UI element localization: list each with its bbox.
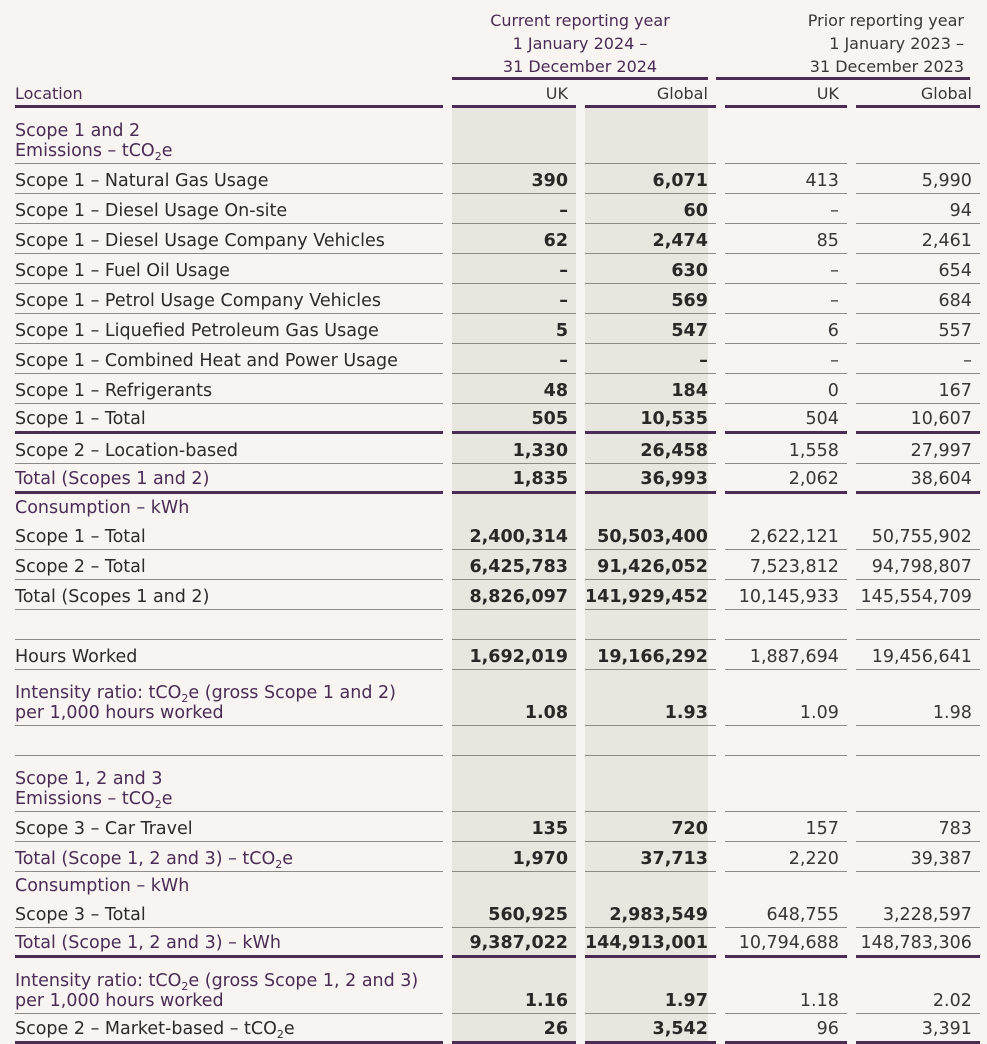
prior-global-value <box>856 872 980 898</box>
table-row <box>15 434 980 464</box>
prior-uk-value: – <box>725 284 847 314</box>
current-uk-value: 62 <box>452 224 576 254</box>
prior-year-end: 31 December 2023 <box>809 57 964 76</box>
current-year-end: 31 December 2024 <box>502 57 658 76</box>
row-label <box>15 670 443 726</box>
table-row <box>15 898 980 928</box>
row-label <box>15 284 443 314</box>
row-label-suffix: e (gross Scope 1 and 2) <box>188 683 397 703</box>
prior-uk-value: 1,887,694 <box>725 640 847 670</box>
prior-global-value: 2.02 <box>856 958 980 1014</box>
prior-year-title: Prior reporting year <box>807 11 964 30</box>
spacer-cell <box>585 726 716 756</box>
spacer-cell <box>585 610 716 640</box>
table-row <box>15 812 980 842</box>
prior-uk-value <box>725 756 847 812</box>
row-label-text: Intensity ratio: tCO <box>15 971 182 991</box>
spacer-cell <box>15 726 443 756</box>
current-uk-value <box>452 756 576 812</box>
row-label-line1: Scope 1, 2 and 3 <box>15 769 163 789</box>
current-global-value: 3,542 <box>585 1014 716 1044</box>
current-year-start: 1 January 2024 – <box>512 34 648 53</box>
current-global-value: 36,993 <box>585 464 716 494</box>
current-uk-value: 505 <box>452 404 576 434</box>
prior-global-value: 38,604 <box>856 464 980 494</box>
prior-global-value: 50,755,902 <box>856 520 980 550</box>
current-uk-value: – <box>452 254 576 284</box>
prior-uk-value: 2,220 <box>725 842 847 872</box>
current-global-value <box>585 872 716 898</box>
current-global-value: 547 <box>585 314 716 344</box>
row-label-text: Scope 3 – Car Travel <box>15 819 193 839</box>
row-label-suffix: e <box>283 1019 295 1039</box>
table-row <box>15 756 980 812</box>
row-label <box>15 550 443 580</box>
row-label-text: Scope 2 – Location-based <box>15 441 239 461</box>
prior-global-value: 3,228,597 <box>856 898 980 928</box>
current-uk-value: 26 <box>452 1014 576 1044</box>
row-label-line2: per 1,000 hours worked <box>15 703 224 723</box>
table-row <box>15 494 980 520</box>
prior-uk-value: 7,523,812 <box>725 550 847 580</box>
row-label-line1: Scope 1 and 2 <box>15 121 141 141</box>
row-label-text: Scope 2 – Market-based – tCO <box>15 1019 277 1039</box>
prior-global-value: 783 <box>856 812 980 842</box>
row-label-text: Scope 1 – Natural Gas Usage <box>15 171 269 191</box>
prior-year-rule <box>716 77 970 80</box>
current-uk-value: 1.16 <box>452 958 576 1014</box>
row-label-text: Scope 1 – Petrol Usage Company Vehicles <box>15 291 381 311</box>
row-label-suffix: e <box>161 789 173 809</box>
current-uk-value: 560,925 <box>452 898 576 928</box>
prior-global-value: 5,990 <box>856 164 980 194</box>
prior-uk-value: 2,062 <box>725 464 847 494</box>
row-label-text: Scope 1 – Diesel Usage Company Vehicles <box>15 231 385 251</box>
row-label-suffix: e <box>282 849 294 869</box>
current-uk-value: 135 <box>452 812 576 842</box>
current-uk-value: 1,330 <box>452 434 576 464</box>
row-label-text: Total (Scopes 1 and 2) <box>15 587 210 607</box>
location-header: Location <box>15 82 443 108</box>
prior-uk-value <box>725 494 847 520</box>
prior-global-value: 1.98 <box>856 670 980 726</box>
row-label-text: Scope 1 – Diesel Usage On-site <box>15 201 288 221</box>
row-label <box>15 404 443 434</box>
row-label <box>15 640 443 670</box>
row-label-line2: per 1,000 hours worked <box>15 991 224 1011</box>
prior-uk-value: 2,622,121 <box>725 520 847 550</box>
row-label <box>15 494 443 520</box>
row-label <box>15 254 443 284</box>
row-label-text: Total (Scope 1, 2 and 3) – kWh <box>15 933 281 953</box>
current-global-value <box>585 494 716 520</box>
table-row <box>15 928 980 958</box>
row-label-line2: Emissions – tCO <box>15 141 155 161</box>
prior-global-value: 684 <box>856 284 980 314</box>
prior-global-value: 167 <box>856 374 980 404</box>
current-uk-value: 1.08 <box>452 670 576 726</box>
prior-global-header: Global <box>856 82 980 108</box>
table-row <box>15 254 980 284</box>
current-global-value: 37,713 <box>585 842 716 872</box>
row-label-text: Intensity ratio: tCO <box>15 683 182 703</box>
table-row <box>15 374 980 404</box>
prior-global-value: 39,387 <box>856 842 980 872</box>
emissions-table <box>15 82 980 1044</box>
spacer-cell <box>856 610 980 640</box>
prior-uk-value: 96 <box>725 1014 847 1044</box>
prior-uk-value: 157 <box>725 812 847 842</box>
row-label-text: Scope 1 – Refrigerants <box>15 381 213 401</box>
current-global-value: 630 <box>585 254 716 284</box>
prior-uk-value: 504 <box>725 404 847 434</box>
current-uk-value: 5 <box>452 314 576 344</box>
row-label <box>15 756 443 812</box>
table-row <box>15 550 980 580</box>
subscript: 2 <box>276 1028 284 1041</box>
subscript: 2 <box>275 858 283 871</box>
current-uk-value: – <box>452 194 576 224</box>
row-label <box>15 108 443 164</box>
current-year-header <box>452 9 708 78</box>
current-global-value <box>585 756 716 812</box>
prior-global-value: 2,461 <box>856 224 980 254</box>
row-label <box>15 928 443 958</box>
prior-global-value <box>856 756 980 812</box>
row-label-text: Scope 1 – Combined Heat and Power Usage <box>15 351 398 371</box>
prior-uk-value: – <box>725 254 847 284</box>
prior-uk-value: – <box>725 194 847 224</box>
current-global-value: 50,503,400 <box>585 520 716 550</box>
table-row <box>15 314 980 344</box>
table-row <box>15 580 980 610</box>
row-label-text: Scope 3 – Total <box>15 905 146 925</box>
current-global-value: 60 <box>585 194 716 224</box>
prior-uk-value: 1.09 <box>725 670 847 726</box>
row-label-suffix: e (gross Scope 1, 2 and 3) <box>188 971 419 991</box>
prior-uk-value: 0 <box>725 374 847 404</box>
subscript: 2 <box>181 980 189 993</box>
current-global-value: 1.93 <box>585 670 716 726</box>
current-uk-value: 2,400,314 <box>452 520 576 550</box>
current-uk-header: UK <box>452 82 576 108</box>
spacer-cell <box>856 726 980 756</box>
row-label <box>15 812 443 842</box>
prior-global-value: 557 <box>856 314 980 344</box>
prior-global-value <box>856 108 980 164</box>
prior-uk-value: – <box>725 344 847 374</box>
current-uk-value <box>452 872 576 898</box>
current-global-value: 184 <box>585 374 716 404</box>
row-label <box>15 224 443 254</box>
column-header-row <box>15 82 980 108</box>
prior-uk-value: 413 <box>725 164 847 194</box>
current-global-value: 720 <box>585 812 716 842</box>
row-label-suffix: e <box>161 141 173 161</box>
row-label-text: Consumption – kWh <box>15 876 190 896</box>
prior-global-value: 145,554,709 <box>856 580 980 610</box>
prior-uk-value: 648,755 <box>725 898 847 928</box>
current-uk-value: 8,826,097 <box>452 580 576 610</box>
prior-global-value: 3,391 <box>856 1014 980 1044</box>
row-label <box>15 314 443 344</box>
spacer-cell <box>725 610 847 640</box>
current-uk-value: 1,835 <box>452 464 576 494</box>
spacer-row <box>15 726 980 756</box>
current-uk-value: 48 <box>452 374 576 404</box>
row-label-text: Scope 1 – Total <box>15 409 146 429</box>
current-global-value: – <box>585 344 716 374</box>
prior-uk-value: 1,558 <box>725 434 847 464</box>
row-label-text: Scope 1 – Total <box>15 527 146 547</box>
row-label-text: Consumption – kWh <box>15 498 190 518</box>
prior-global-value: 27,997 <box>856 434 980 464</box>
prior-global-value: 654 <box>856 254 980 284</box>
current-global-value: 26,458 <box>585 434 716 464</box>
table-row <box>15 164 980 194</box>
subscript: 2 <box>154 798 162 811</box>
table-row <box>15 464 980 494</box>
table-row <box>15 520 980 550</box>
table-row <box>15 224 980 254</box>
current-uk-value: 390 <box>452 164 576 194</box>
subscript: 2 <box>181 692 189 705</box>
row-label-text: Scope 1 – Fuel Oil Usage <box>15 261 230 281</box>
prior-global-value: 19,456,641 <box>856 640 980 670</box>
prior-uk-value <box>725 108 847 164</box>
prior-uk-value: 10,145,933 <box>725 580 847 610</box>
row-label-text: Total (Scopes 1 and 2) <box>15 469 210 489</box>
prior-uk-header: UK <box>725 82 847 108</box>
current-global-value: 2,983,549 <box>585 898 716 928</box>
current-uk-value: 1,692,019 <box>452 640 576 670</box>
current-global-value: 569 <box>585 284 716 314</box>
subscript: 2 <box>154 150 162 163</box>
table-row <box>15 670 980 726</box>
current-global-value: 10,535 <box>585 404 716 434</box>
prior-global-value: 94 <box>856 194 980 224</box>
prior-uk-value: 85 <box>725 224 847 254</box>
prior-year-header <box>716 9 964 78</box>
current-year-rule <box>452 77 708 80</box>
table-row <box>15 404 980 434</box>
prior-global-value: 94,798,807 <box>856 550 980 580</box>
row-label <box>15 344 443 374</box>
row-label <box>15 958 443 1014</box>
row-label <box>15 194 443 224</box>
row-label <box>15 580 443 610</box>
prior-uk-value: 1.18 <box>725 958 847 1014</box>
row-label-text: Total (Scope 1, 2 and 3) – tCO <box>15 849 276 869</box>
table-row <box>15 842 980 872</box>
current-global-value: 19,166,292 <box>585 640 716 670</box>
spacer-row <box>15 610 980 640</box>
row-label <box>15 1014 443 1044</box>
spacer-cell <box>725 726 847 756</box>
current-uk-value: – <box>452 284 576 314</box>
table-row <box>15 344 980 374</box>
row-label-line2: Emissions – tCO <box>15 789 155 809</box>
row-label <box>15 842 443 872</box>
current-global-value: 91,426,052 <box>585 550 716 580</box>
current-uk-value: – <box>452 344 576 374</box>
row-label-text: Scope 2 – Total <box>15 557 146 577</box>
row-label-text: Scope 1 – Liquefied Petroleum Gas Usage <box>15 321 379 341</box>
prior-global-value <box>856 494 980 520</box>
row-label <box>15 434 443 464</box>
current-global-value: 2,474 <box>585 224 716 254</box>
current-uk-value: 1,970 <box>452 842 576 872</box>
current-global-value: 141,929,452 <box>585 580 716 610</box>
current-uk-value <box>452 108 576 164</box>
table-row <box>15 194 980 224</box>
current-global-header: Global <box>585 82 716 108</box>
table-row <box>15 958 980 1014</box>
row-label <box>15 872 443 898</box>
current-global-value <box>585 108 716 164</box>
table-row <box>15 872 980 898</box>
row-label-text: Hours Worked <box>15 647 138 667</box>
table-row <box>15 284 980 314</box>
current-uk-value <box>452 494 576 520</box>
current-uk-value: 6,425,783 <box>452 550 576 580</box>
current-global-value: 6,071 <box>585 164 716 194</box>
spacer-cell <box>15 610 443 640</box>
row-label <box>15 164 443 194</box>
prior-global-value: – <box>856 344 980 374</box>
current-uk-value: 9,387,022 <box>452 928 576 958</box>
table-row <box>15 108 980 164</box>
spacer-cell <box>452 726 576 756</box>
table-row <box>15 1014 980 1044</box>
current-year-title: Current reporting year <box>490 11 670 30</box>
prior-uk-value: 10,794,688 <box>725 928 847 958</box>
prior-year-start: 1 January 2023 – <box>829 34 964 53</box>
current-global-value: 144,913,001 <box>585 928 716 958</box>
row-label <box>15 464 443 494</box>
table-row <box>15 640 980 670</box>
spacer-cell <box>452 610 576 640</box>
prior-uk-value <box>725 872 847 898</box>
row-label <box>15 520 443 550</box>
row-label <box>15 898 443 928</box>
prior-global-value: 148,783,306 <box>856 928 980 958</box>
current-global-value: 1.97 <box>585 958 716 1014</box>
row-label <box>15 374 443 404</box>
prior-uk-value: 6 <box>725 314 847 344</box>
prior-global-value: 10,607 <box>856 404 980 434</box>
